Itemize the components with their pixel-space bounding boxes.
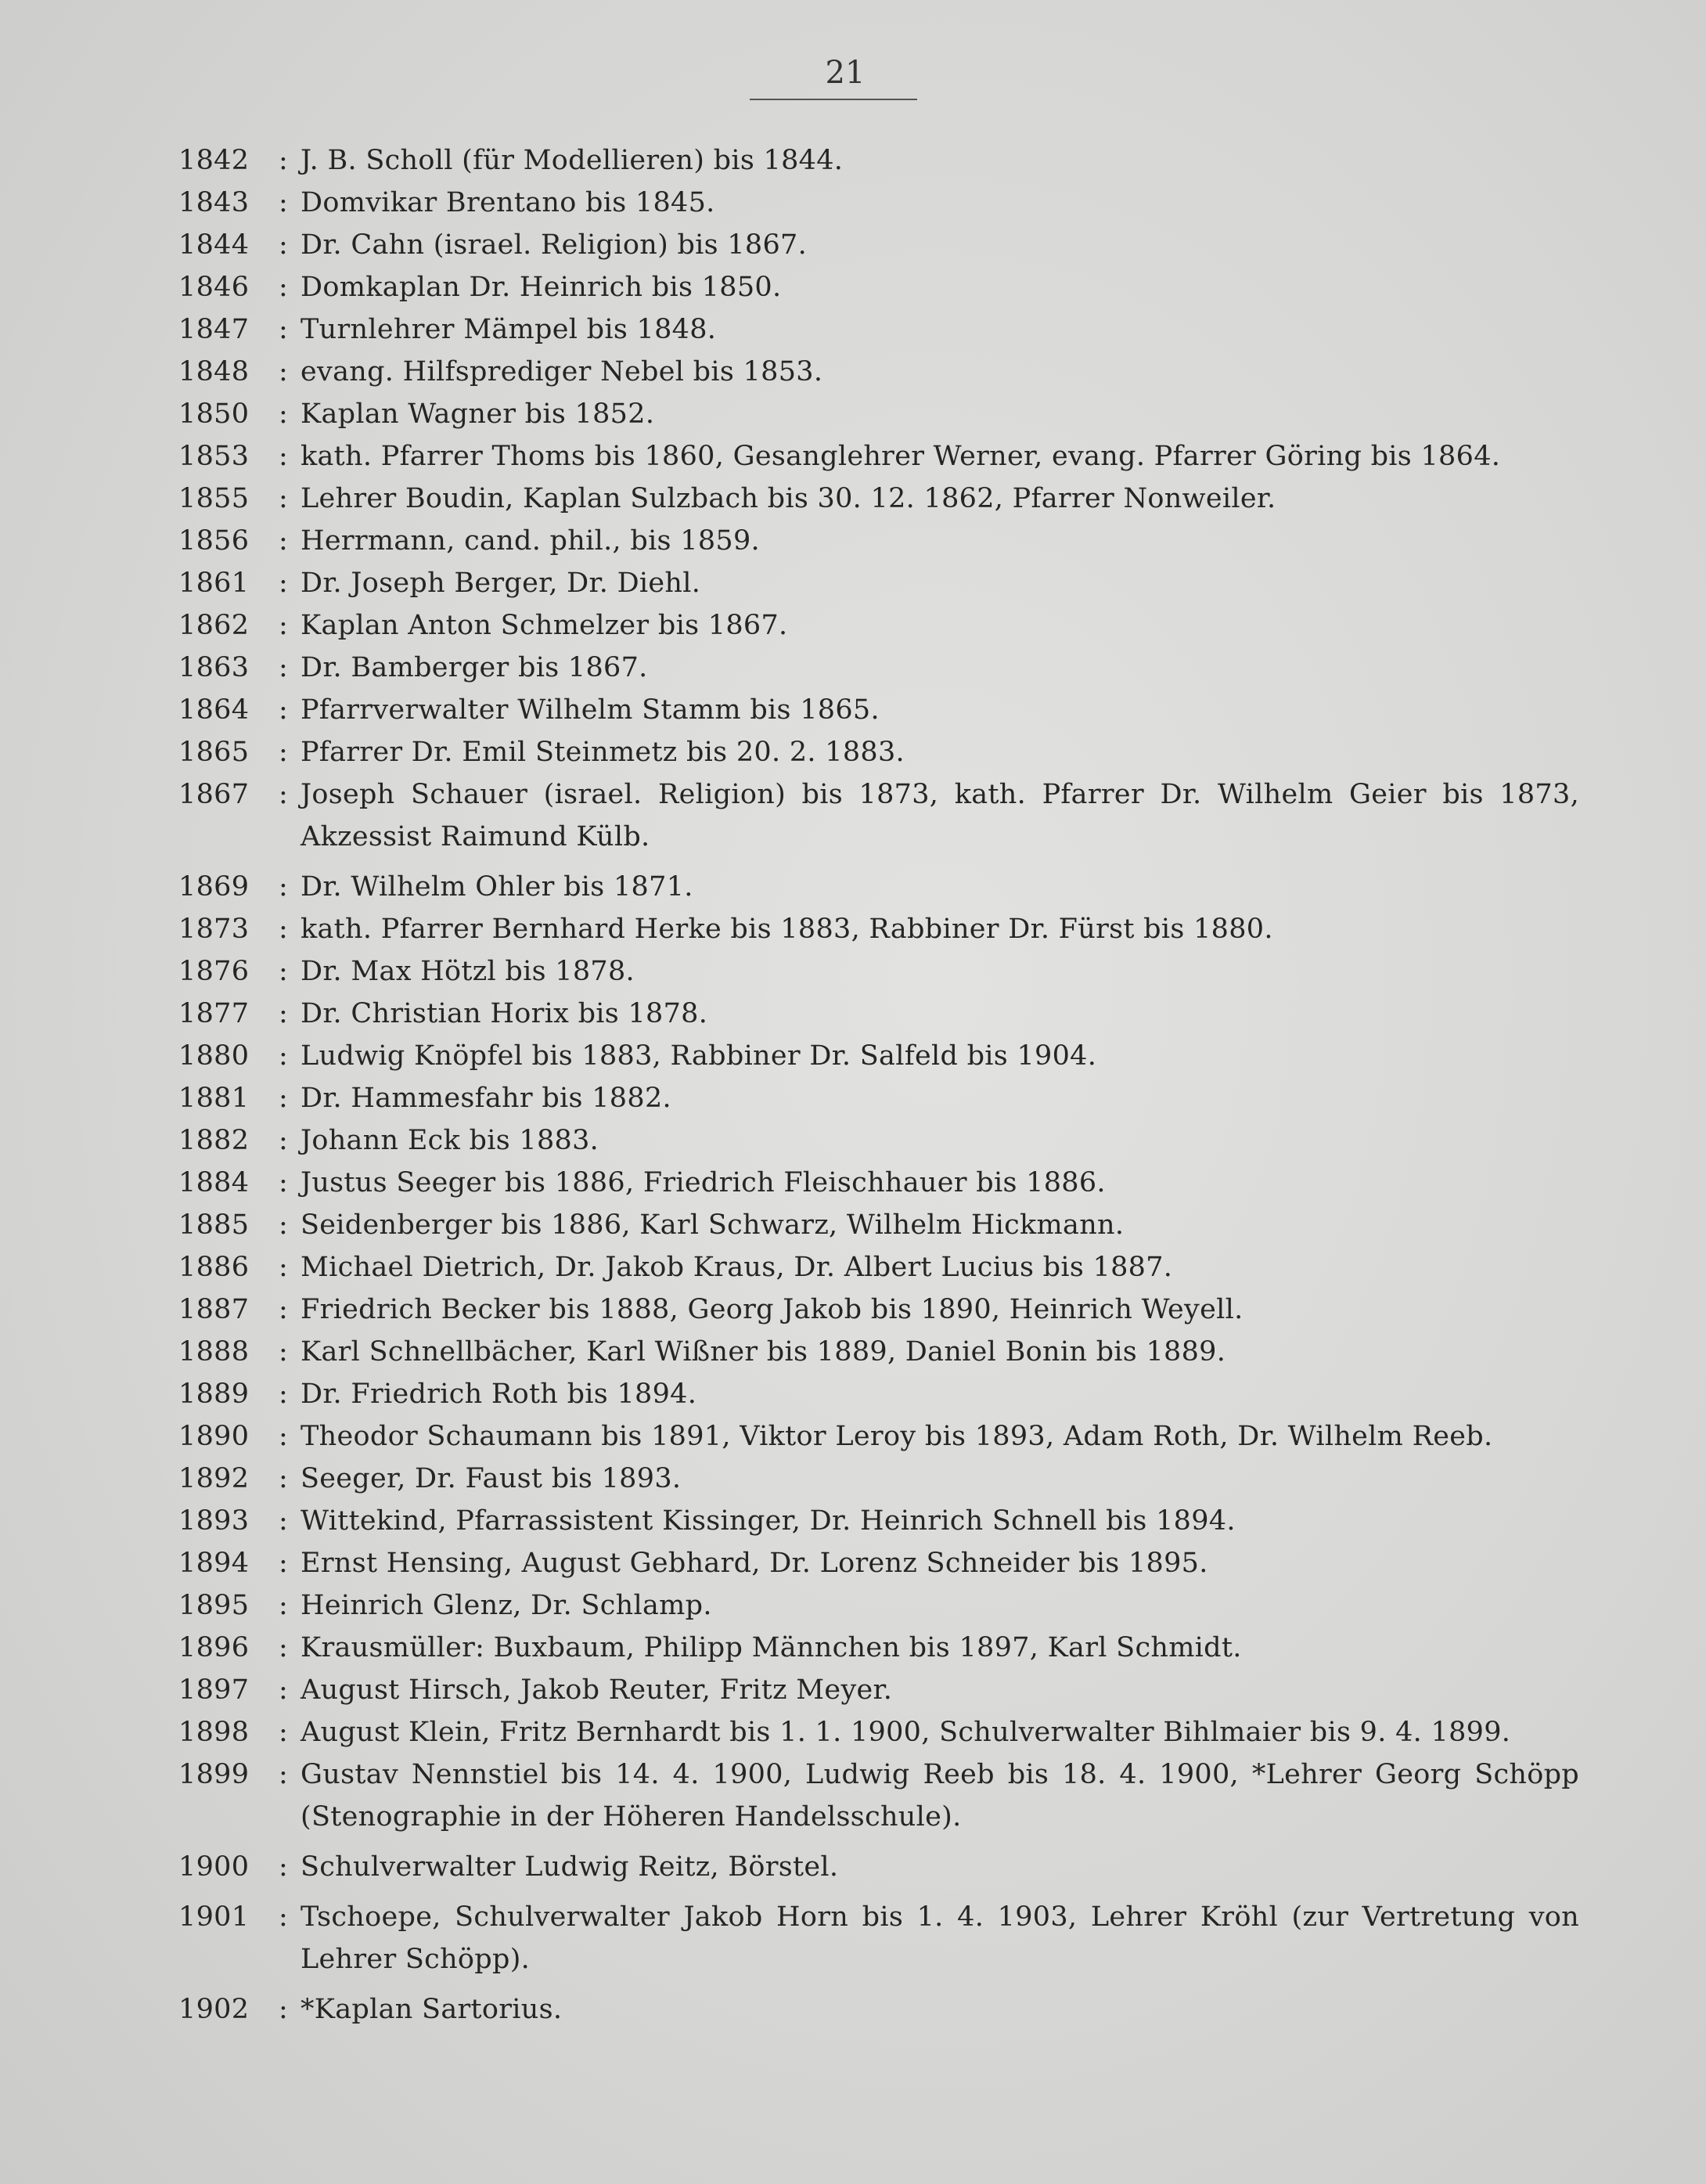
entry-year: 1855 — [178, 483, 250, 514]
list-item: 1876 : Dr. Max Hötzl bis 1878. — [178, 950, 1579, 993]
list-item: 1885 : Seidenberger bis 1886, Karl Schwarz, Wilhelm Hickmann. — [178, 1204, 1579, 1246]
list-item: 1848 : evang. Hilfsprediger Nebel bis 1853. — [178, 351, 1579, 393]
list-item: 1896 : Krausmüller: Buxbaum, Philipp Männchen bis 1897, Karl Schmidt. — [178, 1627, 1579, 1669]
entry-year: 1893 — [178, 1505, 250, 1537]
list-item: 1890 : Theodor Schaumann bis 1891, Viktor Leroy bis 1893, Adam Roth, Dr. Wilhelm Reeb. — [178, 1415, 1579, 1458]
entry-text: Krausmüller: Buxbaum, Philipp Männchen bis 1897, Karl Schmidt. — [301, 1632, 1242, 1663]
list-item: 1899 : Gustav Nennstiel bis 14. 4. 1900, Ludwig Reeb bis 18. 4. 1900, *Lehrer Georg Schöpp (Stenographie in der Höheren Handelsschule). — [178, 1753, 1579, 1838]
list-item: 1853 : kath. Pfarrer Thoms bis 1860, Gesanglehrer Werner, evang. Pfarrer Göring bis 1864. — [178, 435, 1579, 478]
entry-year: 1873 — [178, 914, 250, 945]
entry-year: 1853 — [178, 441, 250, 472]
entry-text: Ludwig Knöpfel bis 1883, Rabbiner Dr. Salfeld bis 1904. — [301, 1040, 1097, 1072]
entry-text: Dr. Joseph Berger, Dr. Diehl. — [301, 568, 701, 599]
entry-text: J. B. Scholl (für Modellieren) bis 1844. — [301, 145, 844, 176]
list-item: 1867 : Joseph Schauer (israel. Religion) bis 1873, kath. Pfarrer Dr. Wilhelm Geier bis 1873, Akzessist Raimund Külb. — [178, 773, 1579, 858]
list-item: 1884 : Justus Seeger bis 1886, Friedrich Fleischhauer bis 1886. — [178, 1162, 1579, 1204]
list-item: 1842 : J. B. Scholl (für Modellieren) bis 1844. — [178, 139, 1579, 182]
list-item: 1888 : Karl Schnellbächer, Karl Wißner bis 1889, Daniel Bonin bis 1889. — [178, 1331, 1579, 1373]
entry-year: 1894 — [178, 1548, 250, 1579]
page-number-rule — [750, 99, 917, 100]
entry-year: 1864 — [178, 694, 250, 726]
entry-year: 1889 — [178, 1379, 250, 1410]
entry-text: evang. Hilfsprediger Nebel bis 1853. — [301, 356, 823, 387]
entry-year: 1865 — [178, 737, 250, 768]
entry-year: 1884 — [178, 1167, 250, 1198]
entry-year: 1896 — [178, 1632, 250, 1663]
list-item: 1855 : Lehrer Boudin, Kaplan Sulzbach bis 30. 12. 1862, Pfarrer Nonweiler. — [178, 478, 1579, 520]
entry-year: 1895 — [178, 1590, 250, 1621]
entry-text: Dr. Cahn (israel. Religion) bis 1867. — [301, 229, 808, 261]
list-item: 1850 : Kaplan Wagner bis 1852. — [178, 393, 1579, 435]
entry-year: 1856 — [178, 525, 250, 557]
entry-text: Gustav Nennstiel bis 14. 4. 1900, Ludwig Reeb bis 18. 4. 1900, *Lehrer Georg Schöpp (Stenographie in der Höheren Handelsschule). — [301, 1759, 1579, 1833]
list-item: 1869 : Dr. Wilhelm Ohler bis 1871. — [178, 866, 1579, 908]
list-item: 1894 : Ernst Hensing, August Gebhard, Dr. Lorenz Schneider bis 1895. — [178, 1542, 1579, 1584]
list-item: 1877 : Dr. Christian Horix bis 1878. — [178, 993, 1579, 1035]
entry-text: Dr. Wilhelm Ohler bis 1871. — [301, 871, 693, 903]
entry-text: Lehrer Boudin, Kaplan Sulzbach bis 30. 12. 1862, Pfarrer Nonweiler. — [301, 483, 1276, 514]
entry-text: Domvikar Brentano bis 1845. — [301, 187, 715, 218]
list-item: 1881 : Dr. Hammesfahr bis 1882. — [178, 1077, 1579, 1119]
entry-year: 1848 — [178, 356, 250, 387]
list-item: 1863 : Dr. Bamberger bis 1867. — [178, 647, 1579, 689]
entry-year: 1885 — [178, 1209, 250, 1241]
entry-text: Ernst Hensing, August Gebhard, Dr. Lorenz Schneider bis 1895. — [301, 1548, 1208, 1579]
entry-year: 1897 — [178, 1674, 250, 1706]
entry-list — [178, 139, 1579, 2031]
list-item: 1861 : Dr. Joseph Berger, Dr. Diehl. — [178, 562, 1579, 604]
entry-text: Pfarrverwalter Wilhelm Stamm bis 1865. — [301, 694, 880, 726]
entry-year: 1876 — [178, 956, 250, 987]
list-item: 1887 : Friedrich Becker bis 1888, Georg Jakob bis 1890, Heinrich Weyell. — [178, 1288, 1579, 1331]
entry-text: Justus Seeger bis 1886, Friedrich Fleischhauer bis 1886. — [301, 1167, 1106, 1198]
list-item: 1898 : August Klein, Fritz Bernhardt bis 1. 1. 1900, Schulverwalter Bihlmaier bis 9. 4. 1899. — [178, 1711, 1579, 1753]
entry-text: Dr. Friedrich Roth bis 1894. — [301, 1379, 697, 1410]
entry-text: Wittekind, Pfarrassistent Kissinger, Dr. Heinrich Schnell bis 1894. — [301, 1505, 1236, 1537]
list-item: 1873 : kath. Pfarrer Bernhard Herke bis 1883, Rabbiner Dr. Fürst bis 1880. — [178, 908, 1579, 950]
entry-year: 1862 — [178, 610, 250, 641]
entry-text: Friedrich Becker bis 1888, Georg Jakob bis 1890, Heinrich Weyell. — [301, 1294, 1244, 1325]
entry-year: 1850 — [178, 398, 250, 430]
entry-text: Pfarrer Dr. Emil Steinmetz bis 20. 2. 1883. — [301, 737, 905, 768]
entry-text: Dr. Bamberger bis 1867. — [301, 652, 648, 683]
entry-year: 1844 — [178, 229, 250, 261]
list-item: 1892 : Seeger, Dr. Faust bis 1893. — [178, 1458, 1579, 1500]
entry-year: 1843 — [178, 187, 250, 218]
list-item: 1882 : Johann Eck bis 1883. — [178, 1119, 1579, 1162]
entry-year: 1898 — [178, 1717, 250, 1748]
list-item: 1844 : Dr. Cahn (israel. Religion) bis 1867. — [178, 224, 1579, 266]
list-item: 1901 : Tschoepe, Schulverwalter Jakob Horn bis 1. 4. 1903, Lehrer Kröhl (zur Vertretung von Lehrer Schöpp). — [178, 1896, 1579, 1980]
list-item: 1900 : Schulverwalter Ludwig Reitz, Börstel. — [178, 1846, 1579, 1888]
entry-year: 1901 — [178, 1901, 250, 1933]
entry-text: Seidenberger bis 1886, Karl Schwarz, Wilhelm Hickmann. — [301, 1209, 1125, 1241]
entry-text: August Klein, Fritz Bernhardt bis 1. 1. 1900, Schulverwalter Bihlmaier bis 9. 4. 1899. — [301, 1717, 1511, 1748]
list-item: 1902 : *Kaplan Sartorius. — [178, 1988, 1579, 2031]
entry-year: 1882 — [178, 1125, 250, 1156]
entry-year: 1890 — [178, 1421, 250, 1452]
entry-text: Tschoepe, Schulverwalter Jakob Horn bis 1. 4. 1903, Lehrer Kröhl (zur Vertretung von Lehrer Schöpp). — [301, 1901, 1579, 1975]
entry-text: Dr. Christian Horix bis 1878. — [301, 998, 708, 1029]
entry-text: kath. Pfarrer Thoms bis 1860, Gesanglehrer Werner, evang. Pfarrer Göring bis 1864. — [301, 441, 1501, 472]
list-item: 1897 : August Hirsch, Jakob Reuter, Fritz Meyer. — [178, 1669, 1579, 1711]
entry-year: 1886 — [178, 1252, 250, 1283]
list-item: 1895 : Heinrich Glenz, Dr. Schlamp. — [178, 1584, 1579, 1627]
entry-year: 1900 — [178, 1851, 250, 1883]
list-item: 1886 : Michael Dietrich, Dr. Jakob Kraus, Dr. Albert Lucius bis 1887. — [178, 1246, 1579, 1288]
entry-text: Seeger, Dr. Faust bis 1893. — [301, 1463, 682, 1494]
entry-year: 1846 — [178, 272, 250, 303]
entry-year: 1842 — [178, 145, 250, 176]
list-item: 1864 : Pfarrverwalter Wilhelm Stamm bis 1865. — [178, 689, 1579, 731]
entry-year: 1847 — [178, 314, 250, 345]
list-item: 1880 : Ludwig Knöpfel bis 1883, Rabbiner Dr. Salfeld bis 1904. — [178, 1035, 1579, 1077]
entry-year: 1880 — [178, 1040, 250, 1072]
entry-year: 1887 — [178, 1294, 250, 1325]
entry-text: Michael Dietrich, Dr. Jakob Kraus, Dr. Albert Lucius bis 1887. — [301, 1252, 1173, 1283]
entry-text: Karl Schnellbächer, Karl Wißner bis 1889, Daniel Bonin bis 1889. — [301, 1336, 1226, 1368]
entry-text: Joseph Schauer (israel. Religion) bis 1873, kath. Pfarrer Dr. Wilhelm Geier bis 1873, Akzessist Raimund Külb. — [301, 779, 1579, 852]
list-item: 1893 : Wittekind, Pfarrassistent Kissinger, Dr. Heinrich Schnell bis 1894. — [178, 1500, 1579, 1542]
list-item: 1856 : Herrmann, cand. phil., bis 1859. — [178, 520, 1579, 562]
page-number: 21 — [825, 55, 866, 91]
list-item: 1847 : Turnlehrer Mämpel bis 1848. — [178, 308, 1579, 351]
list-item: 1843 : Domvikar Brentano bis 1845. — [178, 182, 1579, 224]
entry-text: Kaplan Wagner bis 1852. — [301, 398, 655, 430]
entry-text: August Hirsch, Jakob Reuter, Fritz Meyer. — [301, 1674, 893, 1706]
entry-text: kath. Pfarrer Bernhard Herke bis 1883, Rabbiner Dr. Fürst bis 1880. — [301, 914, 1273, 945]
entry-year: 1888 — [178, 1336, 250, 1368]
entry-year: 1881 — [178, 1083, 250, 1114]
entry-year: 1869 — [178, 871, 250, 903]
entry-text: Dr. Max Hötzl bis 1878. — [301, 956, 635, 987]
entry-text: Dr. Hammesfahr bis 1882. — [301, 1083, 671, 1114]
entry-year: 1863 — [178, 652, 250, 683]
entry-year: 1861 — [178, 568, 250, 599]
list-item: 1862 : Kaplan Anton Schmelzer bis 1867. — [178, 604, 1579, 647]
list-item: 1865 : Pfarrer Dr. Emil Steinmetz bis 20. 2. 1883. — [178, 731, 1579, 773]
entry-text: Domkaplan Dr. Heinrich bis 1850. — [301, 272, 782, 303]
entry-text: Johann Eck bis 1883. — [301, 1125, 599, 1156]
list-item: 1889 : Dr. Friedrich Roth bis 1894. — [178, 1373, 1579, 1415]
entry-text: Turnlehrer Mämpel bis 1848. — [301, 314, 717, 345]
entry-year: 1877 — [178, 998, 250, 1029]
entry-text: Schulverwalter Ludwig Reitz, Börstel. — [301, 1851, 839, 1883]
list-item: 1846 : Domkaplan Dr. Heinrich bis 1850. — [178, 266, 1579, 308]
entry-year: 1899 — [178, 1759, 250, 1790]
entry-text: Herrmann, cand. phil., bis 1859. — [301, 525, 760, 557]
entry-year: 1892 — [178, 1463, 250, 1494]
entry-year: 1867 — [178, 779, 250, 810]
entry-year: 1902 — [178, 1994, 250, 2025]
entry-text: Theodor Schaumann bis 1891, Viktor Leroy bis 1893, Adam Roth, Dr. Wilhelm Reeb. — [301, 1421, 1493, 1452]
entry-text: Kaplan Anton Schmelzer bis 1867. — [301, 610, 788, 641]
entry-text: Heinrich Glenz, Dr. Schlamp. — [301, 1590, 712, 1621]
entry-text: *Kaplan Sartorius. — [301, 1994, 563, 2025]
